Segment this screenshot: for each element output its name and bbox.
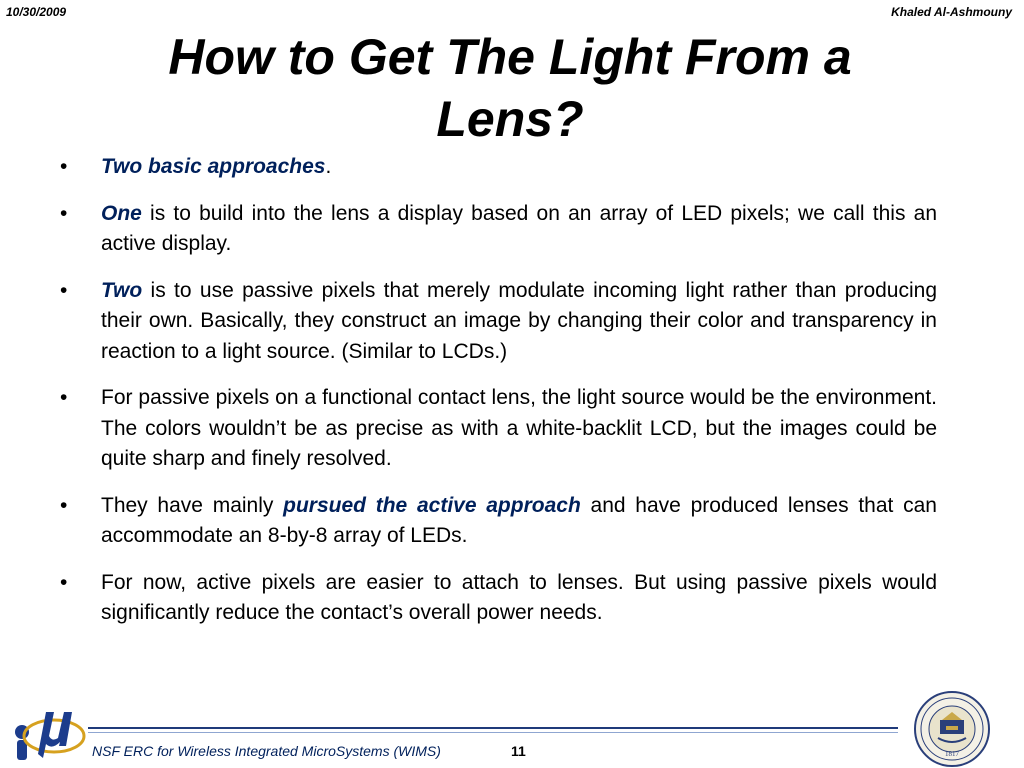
university-seal-icon bbox=[912, 690, 992, 768]
slide-title bbox=[60, 26, 960, 150]
bullet-item bbox=[60, 276, 937, 368]
bullet-emphasis: Two basic approaches bbox=[101, 155, 326, 178]
bullet-item bbox=[60, 199, 937, 260]
footer-divider-thin bbox=[88, 732, 898, 733]
bullet-text-pre: They have mainly bbox=[101, 493, 284, 517]
bullet-emphasis: One bbox=[101, 201, 142, 225]
seal-year: 1817 bbox=[945, 750, 959, 758]
header-date: 10/30/2009 bbox=[6, 5, 67, 19]
header-author: Khaled Al-Ashmouny bbox=[891, 5, 1012, 19]
bullet-text: is to build into the lens a display based on an array of LED pixels; we call this an active display. bbox=[101, 201, 937, 255]
bullet-item bbox=[60, 383, 937, 475]
slide-title-line-1: How to Get The Light From a bbox=[168, 29, 852, 85]
footer-divider bbox=[88, 727, 898, 729]
footer-organization: NSF ERC for Wireless Integrated MicroSystems (WIMS) bbox=[92, 743, 441, 759]
bullet-text-post: and have produced lenses that can accommodate an 8-by-8 array of LEDs. bbox=[101, 493, 937, 547]
bullet-emphasis: pursued the active approach bbox=[283, 493, 581, 517]
page-number: 11 bbox=[511, 743, 526, 759]
bullet-item bbox=[60, 152, 937, 183]
bullet-list bbox=[60, 152, 937, 645]
bullet-text: . bbox=[325, 155, 332, 178]
bullet-text: is to use passive pixels that merely modulate incoming light rather than producing their own. Basically, they construct an image by changing their color and transparency in reaction to a light source. (Similar to LCDs.) bbox=[101, 278, 937, 363]
bullet-text: For passive pixels on a functional contact lens, the light source would be the environment. The colors wouldn’t be as precise as with a white-backlit LCD, but the images could be quite sharp and finely resolved. bbox=[101, 386, 937, 470]
bullet-text: For now, active pixels are easier to attach to lenses. But using passive pixels would significantly reduce the contact’s overall power needs. bbox=[101, 570, 937, 624]
wims-mu-logo-icon bbox=[2, 702, 86, 766]
bullet-item bbox=[60, 491, 937, 552]
slide-title-line-2: Lens? bbox=[436, 91, 584, 147]
bullet-emphasis: Two bbox=[101, 278, 143, 302]
bullet-item bbox=[60, 568, 937, 629]
